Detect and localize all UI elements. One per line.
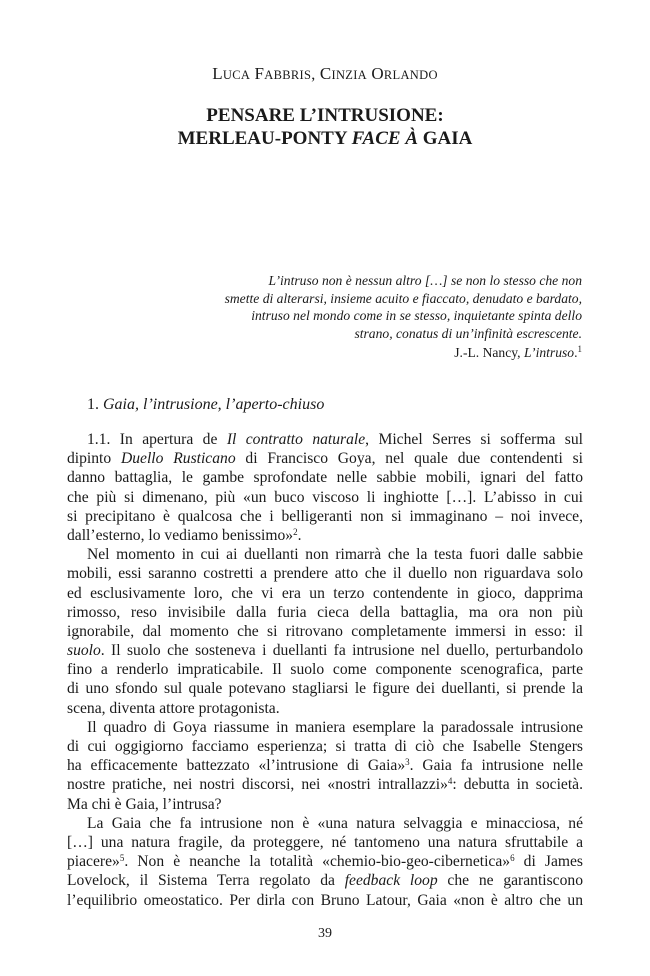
section-heading	[87, 396, 324, 414]
epigraph-line-2: smette di alterarsi, insieme acuito e fiaccato, denudato e bardato,	[224, 290, 582, 306]
attribution-work: L’intruso	[523, 345, 575, 360]
italic-run: feedback loop	[344, 872, 438, 890]
footnote-ref-6[interactable]: 6	[510, 853, 515, 864]
p1-line-2	[67, 449, 583, 468]
title-line-2-end: GAIA	[418, 128, 473, 149]
p3-line-5: Ma chi è Gaia, l’intrusa?	[67, 795, 222, 813]
italic-run: suolo	[67, 642, 101, 660]
epigraph-attribution	[180, 344, 582, 362]
text-run: : debutta in società.	[452, 776, 583, 794]
footnote-ref-4[interactable]: 4	[447, 776, 453, 787]
text-run: 1.1. In apertura de	[87, 431, 227, 448]
author1-last-initial: F	[254, 64, 265, 83]
p3-line-4	[67, 775, 583, 794]
italic-run: Il contratto naturale	[226, 431, 366, 448]
p1-line-6	[67, 526, 583, 545]
text-run: , Michel Serres si sofferma sul	[365, 431, 583, 448]
p3-line-3	[67, 756, 583, 775]
author1-first-rest: UCA	[222, 68, 251, 82]
p4-line-2: […] una natura fragile, da proteggere, né tantomeno una natura sfruttabile a	[67, 833, 583, 851]
body-text	[67, 430, 583, 910]
p2-line-6	[67, 641, 583, 660]
epigraph-line-3: intruso nel mondo come in se stesso, inquietante spinta dello	[251, 308, 582, 323]
paper-title	[0, 104, 650, 150]
p2-line-7: fino a renderlo impraticabile. Il suolo come componente scenografica, parte	[67, 661, 583, 679]
p2-line-4: rimosso, reso invisibile dalla furia cieca della battaglia, ma ora non più	[67, 603, 583, 621]
author2-last-rest: RLANDO	[383, 68, 438, 82]
text-run: di Francisco Goya, nel quale due contendenti si	[235, 450, 583, 468]
footnote-ref-5[interactable]: 5	[119, 853, 125, 864]
p2-line-8: di uno sfondo sul quale potevano stagliarsi le figure dei duellanti, si prende la	[67, 680, 583, 698]
page-number: 39	[318, 926, 332, 941]
p4-line-3	[67, 852, 583, 871]
attribution-author: J.-L. Nancy,	[454, 345, 524, 360]
p2-line-9: scena, diventa attore protagonista.	[67, 699, 280, 717]
p1-line-4: che più si dimenano, più «un buco viscoso li inghiotte […]. L’abisso in cui	[67, 488, 583, 506]
text-run: dall’esterno, lo vediamo benissimo»	[67, 526, 294, 544]
text-run: dipinto	[67, 450, 121, 468]
footnote-ref-1[interactable]: 1	[577, 344, 582, 354]
attribution-end: .	[574, 345, 578, 360]
p1-line-1	[67, 430, 583, 449]
title-line-2	[0, 127, 650, 150]
text-run: nostre pratiche, nei nostri discorsi, nei «nostri intrallazzi»	[67, 776, 448, 794]
p4-line-5: l’equilibrio omeostatico. Per dirla con Bruno Latour, Gaia «non è altro che un	[67, 891, 583, 909]
p2-line-2: mobili, essi saranno costretti a prendere atto che il duello non riguardava solo	[67, 565, 583, 583]
p2-line-1: Nel momento in cui ai duellanti non rimarrà che la testa fuori dalle sabbie	[87, 546, 583, 564]
text-run: di James	[514, 853, 583, 871]
text-run: . Il suolo che sosteneva i duellanti fa intrusione nel duello, perturbandolo	[100, 642, 583, 660]
author-separator: ,	[311, 66, 320, 83]
epigraph-line-4: strano, conatus di un’infinità escrescente.	[354, 325, 582, 341]
author1-first-initial: L	[212, 64, 223, 83]
italic-run: Duello Rusticano	[121, 450, 236, 468]
p2-line-3: ed esclusivamente loro, che vi era un terzo contendente in gioco, dapprima	[67, 584, 583, 602]
author2-last-initial: O	[371, 64, 384, 83]
author2-first-initial: C	[319, 64, 332, 83]
footnote-ref-3[interactable]: 3	[405, 757, 410, 768]
text-run: ha efficacemente battezzato «l’intrusione di Gaia»	[67, 757, 406, 775]
p1-line-3: danno battaglia, le gambe sprofondate nelle sabbie mobili, ignari del fatto	[67, 469, 583, 487]
author1-last-rest: ABBRIS	[264, 68, 312, 82]
p3-line-1: Il quadro di Goya riassume in maniera esemplare la paradossale intrusione	[87, 718, 583, 736]
text-run: . Gaia fa intrusione nelle	[409, 757, 583, 775]
text-run: . Non è neanche la totalità «chemio-bio-geo-cibernetica»	[124, 853, 511, 871]
epigraph	[180, 272, 582, 362]
epigraph-line-1: L’intruso non è nessun altro […] se non lo stesso che non	[268, 273, 582, 288]
author2-first-rest: INZIA	[331, 68, 367, 82]
title-line-2-start: MERLEAU-PONTY	[177, 128, 352, 149]
footnote-ref-2[interactable]: 2	[293, 526, 298, 537]
text-run: che ne garantiscono	[437, 872, 583, 890]
title-line-2-italic: FACE À	[351, 128, 418, 149]
section-number: 1.	[87, 396, 103, 413]
text-run: Lovelock, il Sistema Terra regolato da	[67, 872, 345, 890]
authors-line	[0, 64, 650, 84]
title-line-1: PENSARE L’INTRUSIONE:	[206, 105, 444, 126]
section-title: Gaia, l’intrusione, l’aperto-chiuso	[103, 396, 325, 413]
p3-line-2: di cui oggigiorno facciamo esperienza; si tratta di ciò che Isabelle Stengers	[67, 738, 583, 755]
p4-line-4	[67, 871, 583, 890]
p2-line-5: ignorabile, dal momento che si ritrovano completamente immersi in esso: il	[67, 622, 583, 640]
p4-line-1: La Gaia che fa intrusione non è «una natura selvaggia e minacciosa, né	[87, 814, 583, 832]
text-run: .	[297, 526, 302, 544]
p1-line-5: si precipitano è qualcosa che i belligeranti non si immaginano – noi invece,	[67, 507, 583, 525]
text-run: piacere»	[67, 853, 120, 871]
